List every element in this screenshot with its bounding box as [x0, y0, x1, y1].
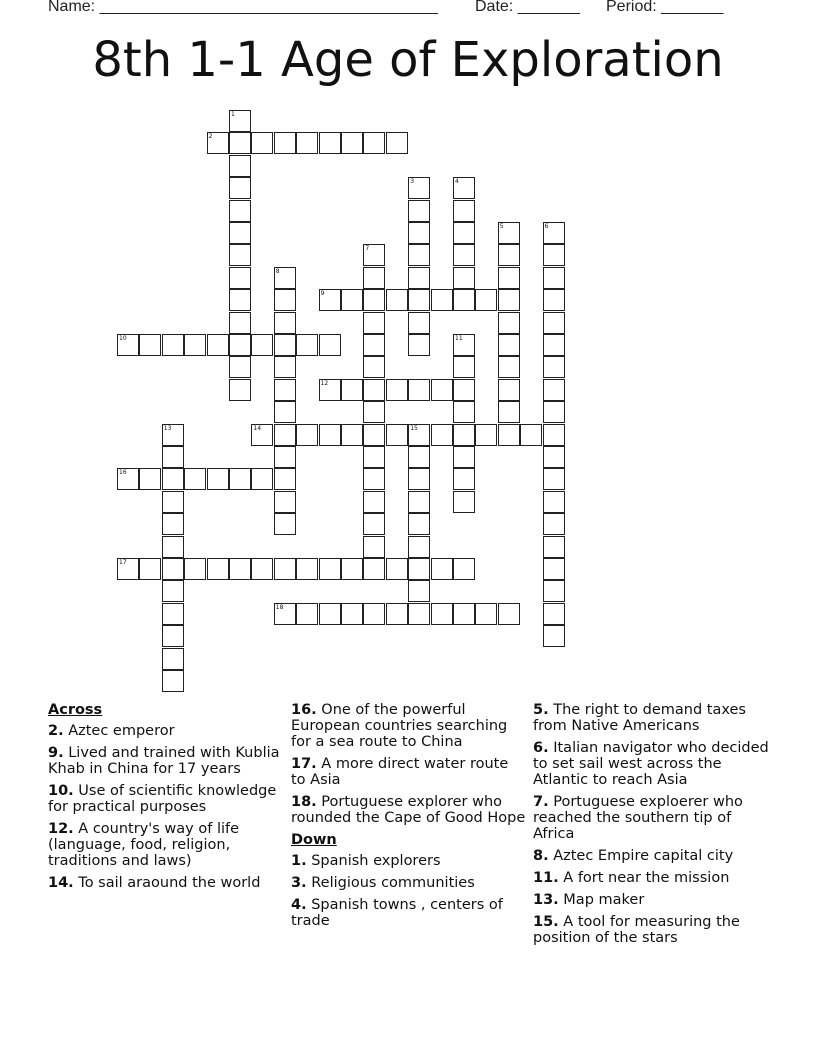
- crossword-cell[interactable]: [408, 491, 430, 513]
- clue-number-label: 1: [231, 111, 235, 118]
- date-field-label[interactable]: Date: _______: [475, 0, 580, 15]
- crossword-cell[interactable]: [453, 558, 475, 580]
- crossword-cell[interactable]: [274, 468, 296, 490]
- crossword-cell[interactable]: [386, 289, 408, 311]
- crossword-cell[interactable]: [543, 222, 565, 244]
- clue-item: [291, 702, 527, 750]
- crossword-cell[interactable]: [543, 379, 565, 401]
- crossword-cell[interactable]: [543, 356, 565, 378]
- clue-item: [533, 702, 769, 734]
- crossword-cell[interactable]: [274, 424, 296, 446]
- crossword-cell[interactable]: [162, 334, 184, 356]
- crossword-cell[interactable]: [139, 334, 161, 356]
- crossword-cell[interactable]: [207, 132, 229, 154]
- crossword-cell[interactable]: [408, 334, 430, 356]
- clue-number: 14.: [48, 875, 74, 891]
- crossword-cell[interactable]: [207, 468, 229, 490]
- crossword-cell[interactable]: [162, 424, 184, 446]
- page-title: 8th 1-1 Age of Exploration: [92, 32, 724, 88]
- crossword-cell[interactable]: [498, 379, 520, 401]
- crossword-cell[interactable]: [408, 468, 430, 490]
- crossword-cell[interactable]: [498, 289, 520, 311]
- crossword-cell[interactable]: [408, 424, 430, 446]
- crossword-cell[interactable]: [162, 603, 184, 625]
- crossword-cell[interactable]: [363, 379, 385, 401]
- clue-text: Aztec Empire capital city: [553, 848, 734, 864]
- crossword-cell[interactable]: [274, 603, 296, 625]
- clue-number-label: 12: [320, 379, 329, 387]
- crossword-cell[interactable]: [453, 468, 475, 490]
- crossword-cell[interactable]: [453, 222, 475, 244]
- crossword-cell[interactable]: [520, 424, 542, 446]
- crossword-cell[interactable]: [363, 312, 385, 334]
- crossword-cell[interactable]: [453, 289, 475, 311]
- crossword-cell[interactable]: [229, 356, 251, 378]
- crossword-cell[interactable]: [453, 356, 475, 378]
- crossword-cell[interactable]: [363, 446, 385, 468]
- crossword-cell[interactable]: [386, 132, 408, 154]
- crossword-cell[interactable]: [386, 424, 408, 446]
- crossword-cell[interactable]: [543, 424, 565, 446]
- crossword-cell[interactable]: [475, 289, 497, 311]
- crossword-cell[interactable]: [363, 289, 385, 311]
- crossword-cell[interactable]: [184, 558, 206, 580]
- crossword-cell[interactable]: [274, 132, 296, 154]
- crossword-cell[interactable]: [139, 558, 161, 580]
- crossword-cell[interactable]: [251, 558, 273, 580]
- crossword-cell[interactable]: [543, 625, 565, 647]
- crossword-cell[interactable]: [341, 424, 363, 446]
- crossword-cell[interactable]: [341, 132, 363, 154]
- crossword-cell[interactable]: [386, 379, 408, 401]
- crossword-cell[interactable]: [386, 603, 408, 625]
- crossword-cell[interactable]: [408, 536, 430, 558]
- crossword-cell[interactable]: [453, 446, 475, 468]
- crossword-cell[interactable]: [543, 289, 565, 311]
- crossword-cell[interactable]: [363, 267, 385, 289]
- clue-number: 9.: [48, 745, 64, 761]
- clue-number-label: 5: [499, 223, 504, 230]
- crossword-cell[interactable]: [319, 424, 341, 446]
- crossword-cell[interactable]: [274, 513, 296, 535]
- crossword-cell[interactable]: [543, 558, 565, 580]
- crossword-cell[interactable]: [341, 289, 363, 311]
- clue-text: One of the powerful European countries searching for a sea route to China: [291, 702, 508, 750]
- clue-number: 11.: [533, 870, 559, 886]
- clue-number-label: 2: [208, 133, 213, 141]
- crossword-cell[interactable]: [453, 244, 475, 266]
- crossword-cell[interactable]: [453, 267, 475, 289]
- crossword-cell[interactable]: [229, 334, 251, 356]
- clue-item: [48, 875, 284, 891]
- clue-text: Spanish towns , centers of trade: [291, 897, 503, 929]
- crossword-cell[interactable]: [498, 424, 520, 446]
- clue-number-label: 11: [455, 335, 463, 342]
- crossword-cell[interactable]: [319, 558, 341, 580]
- crossword-cell[interactable]: [408, 312, 430, 334]
- crossword-cell[interactable]: [319, 289, 341, 311]
- crossword-cell[interactable]: [453, 424, 475, 446]
- crossword-cell[interactable]: [162, 625, 184, 647]
- crossword-cell[interactable]: [117, 468, 139, 490]
- crossword-cell[interactable]: [408, 580, 430, 602]
- crossword-cell[interactable]: [341, 379, 363, 401]
- clue-item: [533, 848, 769, 864]
- name-field-label[interactable]: Name: ______________________________________: [48, 0, 438, 15]
- clue-text: Portuguese exploerer who reached the southern tip of Africa: [533, 794, 743, 842]
- crossword-cell[interactable]: [431, 379, 453, 401]
- crossword-cell[interactable]: [363, 401, 385, 423]
- crossword-cell[interactable]: [453, 401, 475, 423]
- crossword-cell[interactable]: [543, 491, 565, 513]
- crossword-cell[interactable]: [319, 334, 341, 356]
- crossword-cell[interactable]: [363, 132, 385, 154]
- crossword-cell[interactable]: [296, 334, 318, 356]
- crossword-cell[interactable]: [229, 312, 251, 334]
- clue-number: 7.: [533, 794, 549, 810]
- clue-item: [291, 756, 527, 788]
- crossword-cell[interactable]: [229, 222, 251, 244]
- clue-number: 13.: [533, 892, 559, 908]
- crossword-cell[interactable]: [408, 379, 430, 401]
- crossword-cell[interactable]: [408, 558, 430, 580]
- clue-item: [48, 821, 284, 869]
- crossword-cell[interactable]: [229, 558, 251, 580]
- clue-number-label: 16: [119, 469, 127, 477]
- clue-item: [291, 897, 527, 929]
- clue-item: [48, 783, 284, 815]
- crossword-cell[interactable]: [498, 401, 520, 423]
- clue-number: 18.: [291, 794, 317, 810]
- crossword-cell[interactable]: [363, 244, 385, 266]
- crossword-cell[interactable]: [296, 603, 318, 625]
- crossword-cell[interactable]: [408, 177, 430, 199]
- crossword-cell[interactable]: [229, 132, 251, 154]
- crossword-cell[interactable]: [363, 603, 385, 625]
- clue-text: Italian navigator who decided to set sail west across the Atlantic to reach Asia: [533, 740, 769, 788]
- clue-text: Use of scientific knowledge for practical purposes: [48, 783, 277, 815]
- clue-item: [291, 853, 527, 869]
- crossword-cell[interactable]: [229, 177, 251, 199]
- clue-number: 1.: [291, 853, 307, 869]
- crossword-cell[interactable]: [543, 334, 565, 356]
- crossword-cell[interactable]: [274, 446, 296, 468]
- clue-item: [533, 892, 769, 908]
- crossword-cell[interactable]: [229, 289, 251, 311]
- crossword-cell[interactable]: [475, 603, 497, 625]
- crossword-cell[interactable]: [162, 536, 184, 558]
- clue-column-1: [48, 702, 284, 897]
- crossword-cell[interactable]: [453, 379, 475, 401]
- crossword-cell[interactable]: [229, 155, 251, 177]
- crossword-cell[interactable]: [319, 379, 341, 401]
- crossword-cell[interactable]: [498, 356, 520, 378]
- crossword-cell[interactable]: [363, 334, 385, 356]
- clue-number-label: 15: [410, 424, 418, 432]
- clue-number: 17.: [291, 756, 317, 772]
- crossword-cell[interactable]: [543, 244, 565, 266]
- crossword-cell[interactable]: [453, 334, 475, 356]
- crossword-cell[interactable]: [408, 289, 430, 311]
- crossword-cell[interactable]: [363, 424, 385, 446]
- crossword-cell[interactable]: [453, 200, 475, 222]
- crossword-cell[interactable]: [229, 267, 251, 289]
- crossword-cell[interactable]: [162, 491, 184, 513]
- crossword-cell[interactable]: [319, 603, 341, 625]
- crossword-cell[interactable]: [543, 401, 565, 423]
- clue-text: Religious communities: [311, 875, 475, 891]
- clue-number-label: 18: [275, 603, 284, 611]
- clue-number: 6.: [533, 740, 549, 756]
- crossword-cell[interactable]: [431, 558, 453, 580]
- clue-text: A fort near the mission: [563, 870, 730, 886]
- clue-text: A more direct water route to Asia: [291, 756, 509, 788]
- crossword-cell[interactable]: [363, 536, 385, 558]
- clue-text: The right to demand taxes from Native Americans: [533, 702, 746, 734]
- crossword-cell[interactable]: [274, 334, 296, 356]
- crossword-cell[interactable]: [341, 603, 363, 625]
- crossword-cell[interactable]: [386, 558, 408, 580]
- crossword-cell[interactable]: [408, 244, 430, 266]
- crossword-cell[interactable]: [117, 334, 139, 356]
- crossword-cell[interactable]: [408, 513, 430, 535]
- clue-number-label: 17: [119, 559, 127, 566]
- clue-text: Aztec emperor: [68, 723, 175, 739]
- crossword-cell[interactable]: [498, 334, 520, 356]
- crossword-cell[interactable]: [162, 513, 184, 535]
- crossword-cell[interactable]: [453, 491, 475, 513]
- crossword-cell[interactable]: [453, 603, 475, 625]
- crossword-cell[interactable]: [363, 468, 385, 490]
- crossword-cell[interactable]: [184, 468, 206, 490]
- crossword-cell[interactable]: [498, 267, 520, 289]
- crossword-cell[interactable]: [162, 558, 184, 580]
- crossword-cell[interactable]: [162, 670, 184, 692]
- crossword-cell[interactable]: [162, 648, 184, 670]
- clue-column-3: [533, 702, 769, 952]
- clue-number: 10.: [48, 783, 74, 799]
- crossword-cell[interactable]: [184, 334, 206, 356]
- crossword-cell[interactable]: [207, 334, 229, 356]
- crossword-cell[interactable]: [296, 424, 318, 446]
- clue-number-label: 10: [119, 335, 127, 342]
- crossword-cell[interactable]: [498, 312, 520, 334]
- crossword-cell[interactable]: [117, 558, 139, 580]
- crossword-cell[interactable]: [296, 132, 318, 154]
- crossword-cell[interactable]: [543, 513, 565, 535]
- crossword-cell[interactable]: [139, 468, 161, 490]
- clue-item: [48, 745, 284, 777]
- crossword-cell[interactable]: [543, 603, 565, 625]
- crossword-cell[interactable]: [229, 110, 251, 132]
- crossword-cell[interactable]: [498, 222, 520, 244]
- crossword-cell[interactable]: [363, 558, 385, 580]
- crossword-cell[interactable]: [274, 312, 296, 334]
- crossword-cell[interactable]: [341, 558, 363, 580]
- crossword-cell[interactable]: [475, 424, 497, 446]
- crossword-cell[interactable]: [543, 468, 565, 490]
- crossword-cell[interactable]: [408, 200, 430, 222]
- period-field-label[interactable]: Period: _______: [606, 0, 724, 15]
- clue-column-2: [291, 702, 527, 935]
- clue-item: [533, 740, 769, 788]
- crossword-cell[interactable]: [251, 132, 273, 154]
- clue-item: [533, 914, 769, 946]
- crossword-cell[interactable]: [274, 379, 296, 401]
- clue-text: A country's way of life (language, food, religion, traditions and laws): [48, 821, 240, 869]
- crossword-cell[interactable]: [408, 603, 430, 625]
- crossword-cell[interactable]: [543, 580, 565, 602]
- clue-text: Spanish explorers: [311, 853, 441, 869]
- crossword-cell[interactable]: [274, 267, 296, 289]
- clue-text: Map maker: [563, 892, 645, 908]
- crossword-cell[interactable]: [229, 200, 251, 222]
- crossword-cell[interactable]: [274, 401, 296, 423]
- clue-number-label: 13: [163, 424, 172, 432]
- crossword-cell[interactable]: [162, 446, 184, 468]
- crossword-cell[interactable]: [431, 603, 453, 625]
- crossword-cell[interactable]: [363, 491, 385, 513]
- clue-number-label: 7: [365, 245, 370, 253]
- clue-number: 4.: [291, 897, 307, 913]
- crossword-cell[interactable]: [251, 468, 273, 490]
- crossword-cell[interactable]: [431, 289, 453, 311]
- crossword-cell[interactable]: [229, 468, 251, 490]
- clue-number: 16.: [291, 702, 317, 718]
- crossword-cell[interactable]: [229, 379, 251, 401]
- crossword-cell[interactable]: [229, 244, 251, 266]
- clue-text: Lived and trained with Kublia Khab in China for 17 years: [48, 745, 280, 777]
- crossword-cell[interactable]: [408, 446, 430, 468]
- clue-number-label: 14: [253, 424, 262, 432]
- clue-text: A tool for measuring the position of the stars: [533, 914, 740, 946]
- clue-number-label: 4: [455, 178, 459, 186]
- clue-item: [291, 875, 527, 891]
- crossword-cell[interactable]: [408, 267, 430, 289]
- clue-number: 8.: [533, 848, 549, 864]
- crossword-cell[interactable]: [274, 491, 296, 513]
- crossword-cell[interactable]: [274, 558, 296, 580]
- clue-item: [533, 794, 769, 842]
- across-heading: Across: [48, 702, 103, 718]
- clue-number: 15.: [533, 914, 559, 930]
- clue-number-label: 3: [410, 178, 415, 186]
- crossword-cell[interactable]: [453, 177, 475, 199]
- crossword-cell[interactable]: [363, 513, 385, 535]
- crossword-cell[interactable]: [296, 558, 318, 580]
- clue-item: [291, 794, 527, 826]
- clue-number: 3.: [291, 875, 307, 891]
- crossword-cell[interactable]: [543, 446, 565, 468]
- crossword-cell[interactable]: [319, 132, 341, 154]
- crossword-cell[interactable]: [498, 603, 520, 625]
- crossword-cell[interactable]: [251, 424, 273, 446]
- crossword-cell[interactable]: [274, 356, 296, 378]
- crossword-cell[interactable]: [543, 267, 565, 289]
- crossword-cell[interactable]: [498, 244, 520, 266]
- crossword-cell[interactable]: [363, 356, 385, 378]
- down-heading: Down: [291, 832, 337, 848]
- clue-number-label: 8: [275, 267, 280, 275]
- crossword-cell[interactable]: [543, 536, 565, 558]
- clue-number: 5.: [533, 702, 549, 718]
- clue-item: [48, 723, 284, 739]
- crossword-cell[interactable]: [431, 424, 453, 446]
- clue-item: [533, 870, 769, 886]
- clue-number: 2.: [48, 723, 64, 739]
- crossword-cell[interactable]: [162, 468, 184, 490]
- crossword-cell[interactable]: [207, 558, 229, 580]
- crossword-cell[interactable]: [408, 222, 430, 244]
- clue-number-label: 9: [320, 290, 325, 298]
- clue-text: Portuguese explorer who rounded the Cape of Good Hope: [291, 794, 526, 826]
- clue-number: 12.: [48, 821, 74, 837]
- crossword-cell[interactable]: [162, 580, 184, 602]
- crossword-cell[interactable]: [251, 334, 273, 356]
- clue-text: To sail araound the world: [78, 875, 261, 891]
- crossword-cell[interactable]: [274, 289, 296, 311]
- crossword-cell[interactable]: [543, 312, 565, 334]
- clue-number-label: 6: [544, 223, 549, 230]
